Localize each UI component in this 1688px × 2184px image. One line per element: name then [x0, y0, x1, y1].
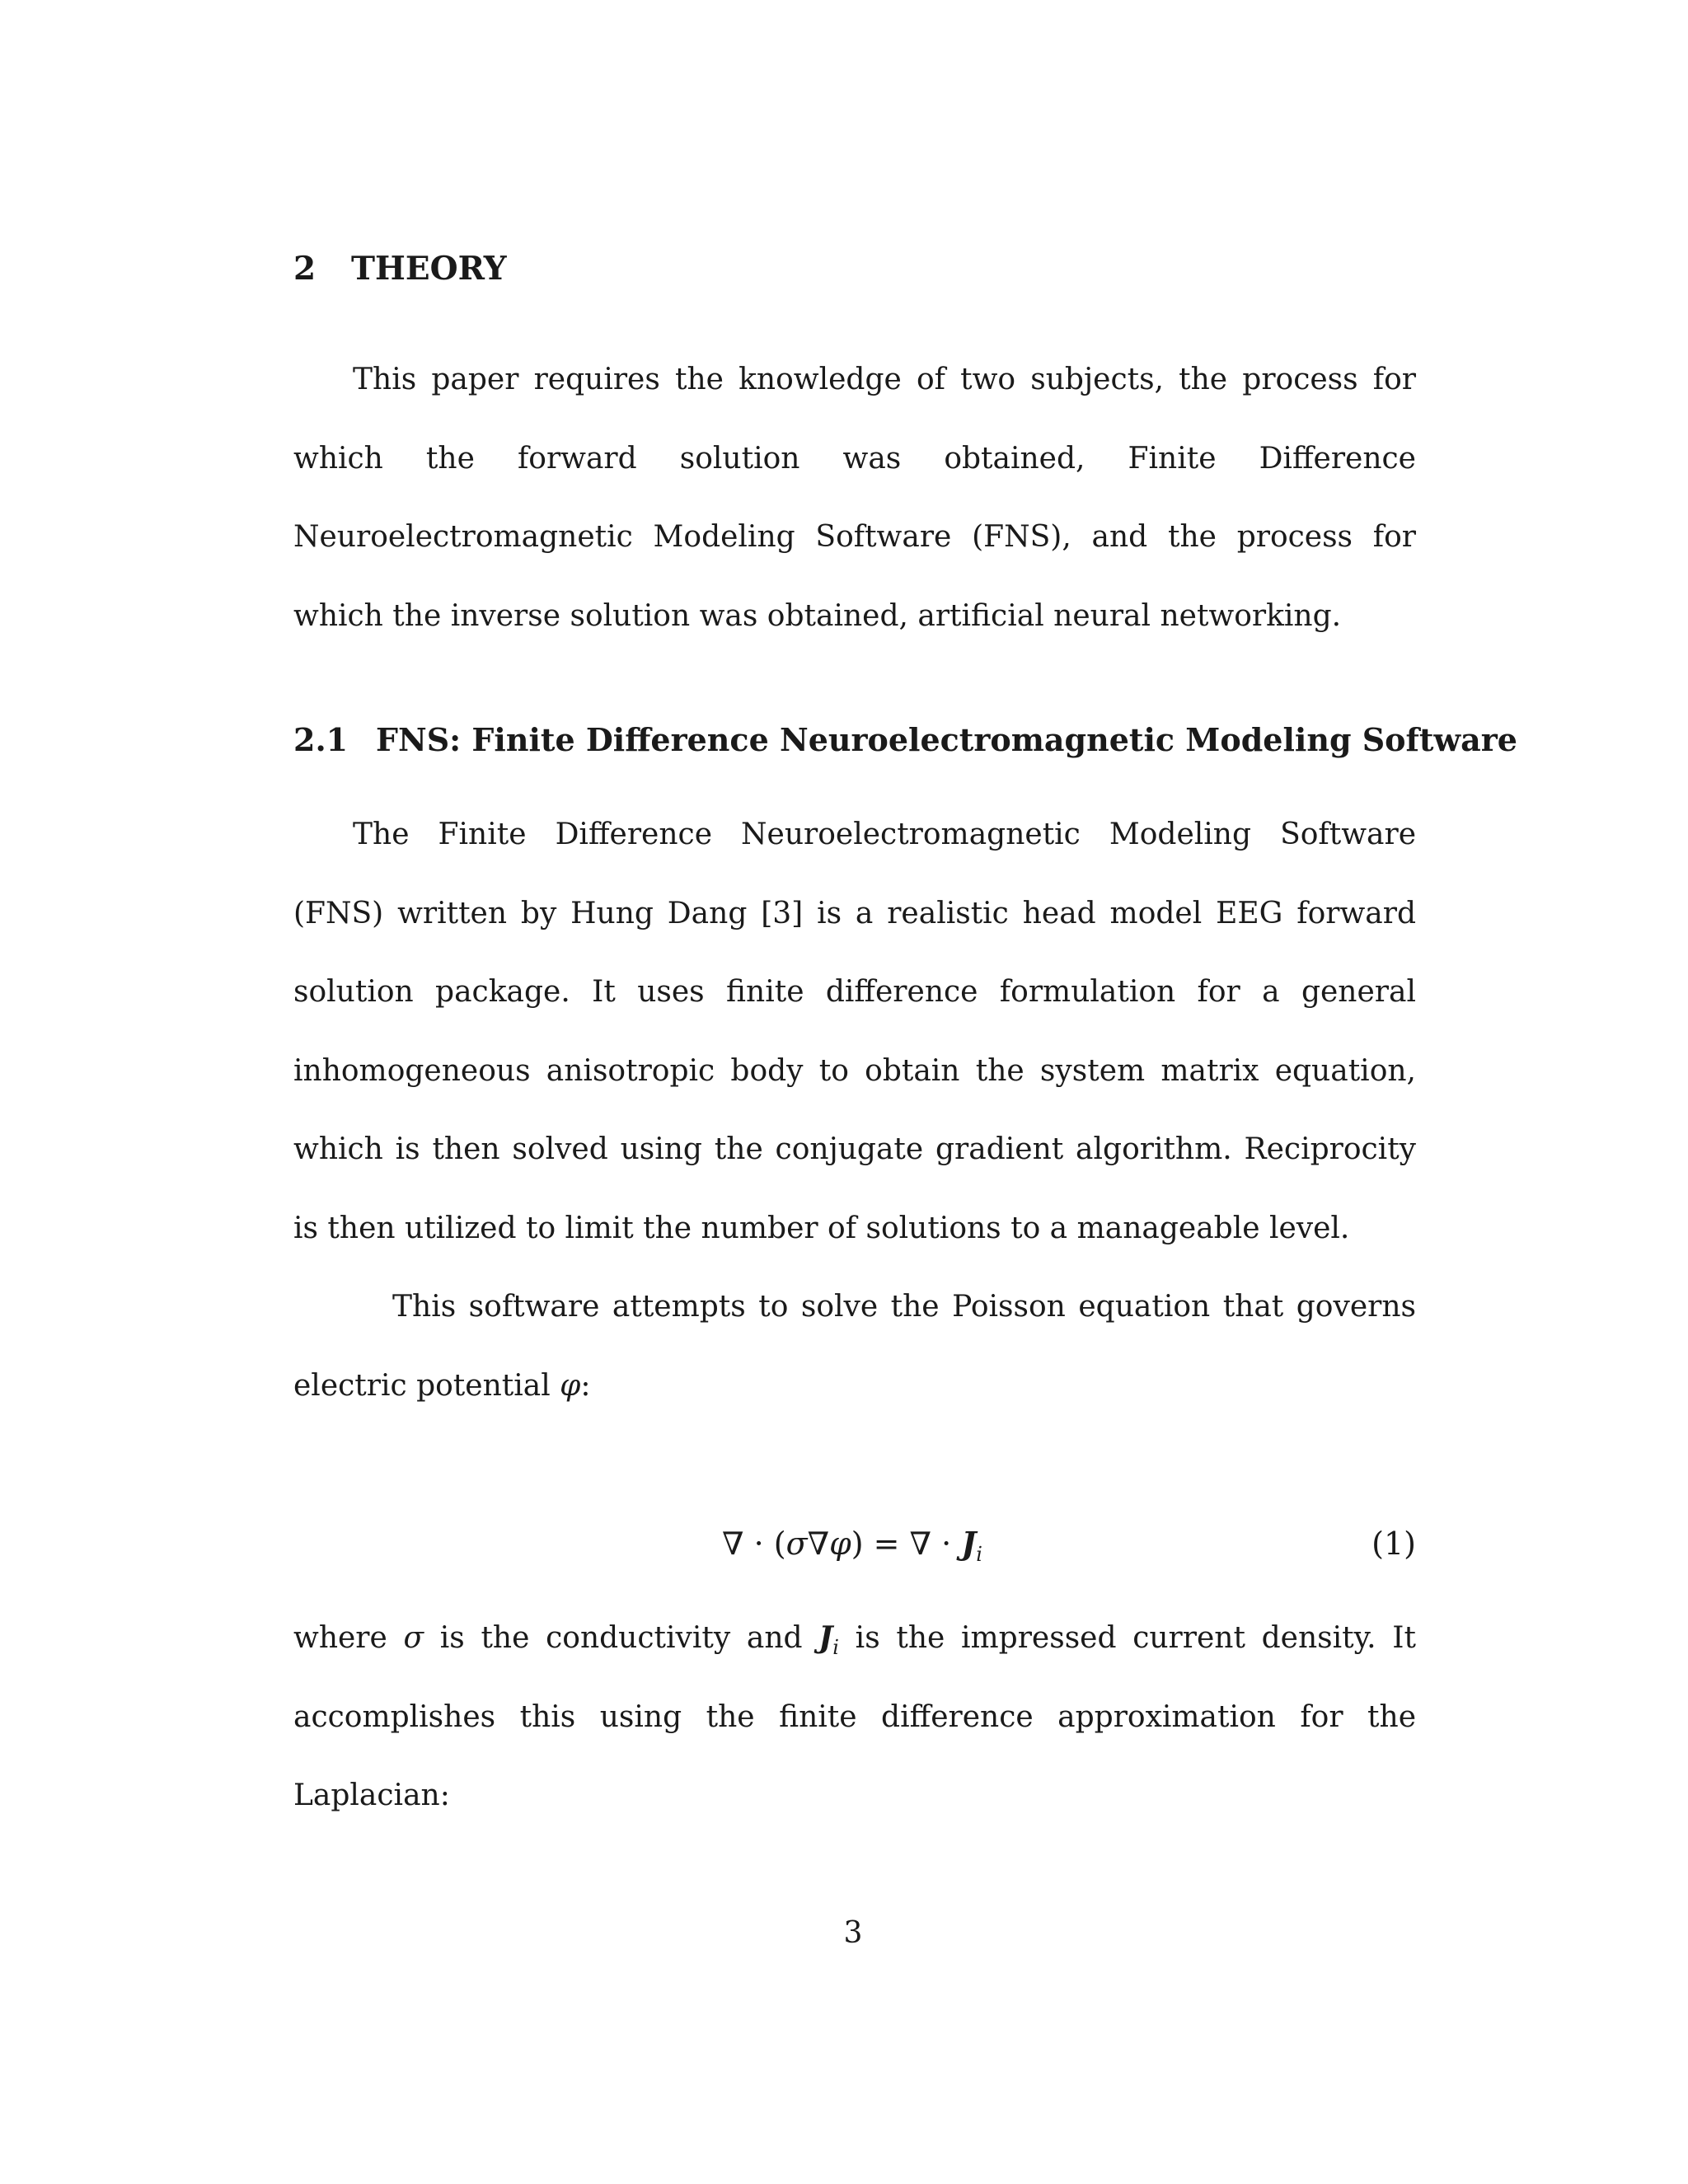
eq-phi: φ: [829, 1526, 851, 1562]
eq-subscript: i: [976, 1543, 982, 1566]
eq-lhs-open: ∇ · (: [722, 1526, 786, 1562]
subsection-number: 2.1: [293, 721, 349, 758]
sigma-symbol: σ: [403, 1621, 424, 1655]
subsection-title: FNS: Finite Difference Neuroelectromagnetic Modeling Software: [376, 721, 1517, 758]
fns-description-paragraph: The Finite Difference Neuroelectromagnetic Modeling Software (FNS) written by Hung Dang [3] is a realistic head model EEG forward solution package. It uses finite difference formulation for a general inhomogeneous anisotropic body to obtain the system matrix equation, which is then solved using the conjugate gradient algorithm. Reciprocity is then utilized to limit the number of solutions to a manageable level.: [293, 818, 1416, 1245]
poisson-intro-paragraph: [293, 1268, 1416, 1425]
eq-sigma: σ: [785, 1526, 808, 1562]
section-heading: [293, 246, 1416, 292]
phi-symbol: φ: [560, 1368, 581, 1403]
section-number: 2: [293, 250, 316, 288]
current-density-symbol: J: [818, 1620, 833, 1655]
equation-number: (1): [1372, 1526, 1416, 1562]
where-text-2: is the conductivity and: [424, 1621, 819, 1655]
current-density-subscript: i: [832, 1636, 839, 1659]
section-title: THEORY: [351, 250, 507, 288]
poisson-intro-colon: :: [580, 1368, 591, 1403]
poisson-intro-text: This software attempts to solve the Poisson equation that governs electric potential: [293, 1290, 1416, 1403]
eq-lhs-close: ) = ∇ ·: [851, 1526, 962, 1562]
where-paragraph: [293, 1599, 1416, 1835]
eq-current-density: J: [961, 1525, 977, 1562]
intro-paragraph: This paper requires the knowledge of two subjects, the process for which the forward solution was obtained, Finite Difference Neuroelectromagnetic Modeling Software (FNS), and the process for which the inverse solution was obtained, artificial neural networking.: [293, 363, 1416, 633]
equation-body: [722, 1515, 982, 1572]
eq-nabla: ∇: [807, 1526, 830, 1562]
page-number: 3: [843, 1916, 863, 1950]
equation-1: [293, 1515, 1416, 1572]
where-text-3: is the impressed current density. It accomplishes this using the finite difference approximation for the Laplacian:: [293, 1621, 1416, 1812]
where-text-1: where: [293, 1621, 404, 1655]
subsection-heading: [293, 717, 1517, 763]
